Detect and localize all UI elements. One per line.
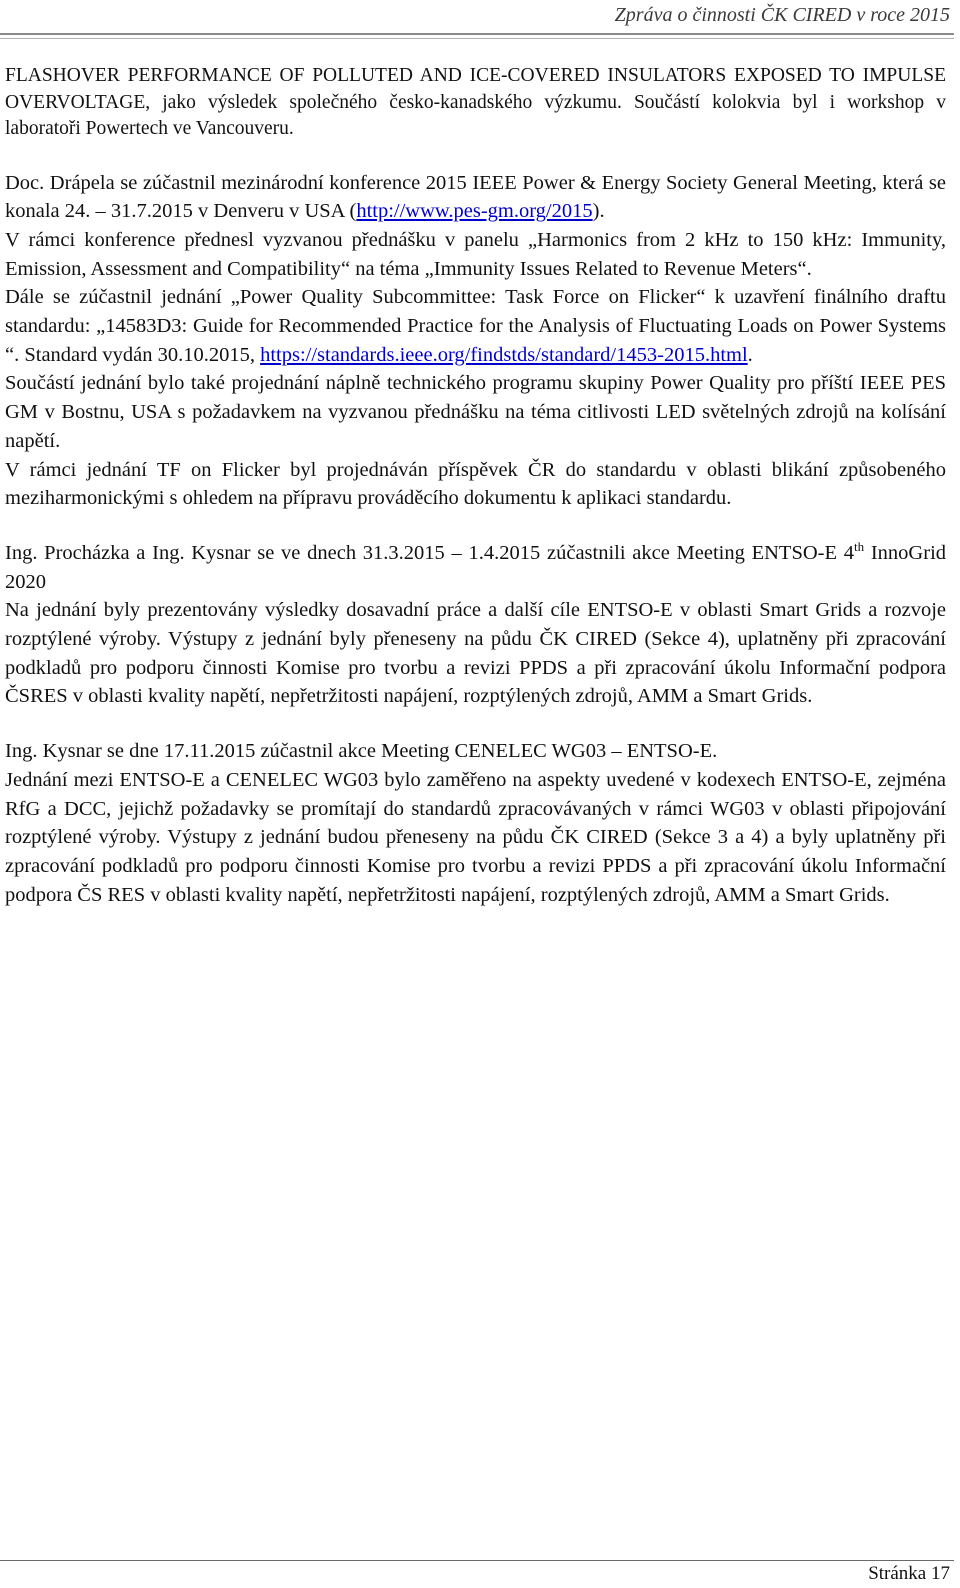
subcommittee-text: Dále se zúčastnil jednání „Power Quality Subcommittee: Task Force on Flicker“ k uzavření finálního draftu standardu: „14583D3: Guide for Recommended Practice for the Analysis of Fluctuating Loads on Power Systems “. Standard vydán 30.10.2015, [5, 286, 946, 366]
header-divider-thin [0, 38, 954, 39]
paragraph-entsoe-results: Na jednání byly prezentovány výsledky dosavadní práce a další cíle ENTSO-E v oblasti Smart Grids a rozvoje rozptýlené výroby. Výstupy z jednání byly přeneseny na půdu ČK CIRED (Sekce 4), uplatněny při zpracování podkladů pro podporu činnosti Komise pro tvorbu a revizi PPDS a při zpracování úkolu Informační podpora ČSRES v oblasti kvality napětí, nepřetržitosti napájení, rozptýlených zdrojů, AMM a Smart Grids. [5, 599, 946, 708]
page-number: Stránka 17 [868, 1563, 950, 1584]
subcommittee-text-end: . [747, 343, 753, 366]
paragraph-cenelec-results: Jednání mezi ENTSO-E a CENELEC WG03 bylo zaměřeno na aspekty uvedené v kodexech ENTSO-E, zejména RfG a DCC, jejichž požadavky se promítají do standardů zpracovávaných v rámci WG03 v oblasti připojování rozptýlené výroby. Výstupy z jednání budou přeneseny na půdu ČK CIRED (Sekce 3 a 4) a byly uplatněny při zpracování podkladů pro podporu činnosti Komise pro tvorbu a revizi PPDS a při zpracování úkolu Informační podpora ČS RES v oblasti kvality napětí, nepřetržitosti napájení, rozptýlených zdrojů, AMM a Smart Grids. [5, 768, 946, 906]
paragraph-gap [5, 513, 946, 539]
conference-text: Doc. Drápela se zúčastnil mezinárodní konference 2015 IEEE Power & Energy Society General Meeting, která se konala 24. – 31.7.2015 v Denveru v USA ( [5, 171, 946, 223]
conference-text-end: ). [592, 200, 605, 223]
document-body [5, 63, 946, 909]
page-header-title: Zpráva o činnosti ČK CIRED v roce 2015 [614, 4, 950, 26]
ieee-standard-link[interactable]: https://standards.ieee.org/findstds/standard/1453-2015.html [260, 343, 748, 366]
ordinal-superscript: th [854, 539, 865, 555]
pes-gm-link[interactable]: http://www.pes-gm.org/2015 [356, 200, 593, 223]
paragraph-flashover: FLASHOVER PERFORMANCE OF POLLUTED AND ICE-COVERED INSULATORS EXPOSED TO IMPULSE OVERVOLTAGE, jako výsledek společného česko-kanadského výzkumu. Součástí kolokvia byl i workshop v laboratoři Powertech ve Vancouveru. [5, 65, 946, 139]
footer-divider [0, 1560, 954, 1561]
paragraph-lecture: V rámci konference přednesl vyzvanou přednášku v panelu „Harmonics from 2 kHz to 150 kHz: Immunity, Emission, Assessment and Compatibility“ na téma „Immunity Issues Related to Revenue Meters“. [5, 228, 946, 280]
paragraph-gap [5, 143, 946, 169]
innogrid-text-end: InnoGrid 2020 [5, 541, 947, 593]
paragraph-program: Součástí jednání bylo také projednání náplně technického programu skupiny Power Quality pro příští IEEE PES GM v Bostnu, USA s požadavkem na vyzvanou přednášku na téma citlivosti LED světelných zdrojů na kolísání napětí. [5, 372, 946, 452]
paragraph-group-intro [5, 63, 946, 143]
header-divider [0, 33, 954, 35]
innogrid-text: Ing. Procházka a Ing. Kysnar se ve dnech 31.3.2015 – 1.4.2015 zúčastnili akce Meeting ENTSO-E 4 [5, 541, 854, 564]
paragraph-innogrid-meeting [5, 539, 946, 596]
paragraph-gap [5, 711, 946, 737]
paragraph-flicker: V rámci jednání TF on Flicker byl projednáván příspěvek ČR do standardu v oblasti blikání způsobeného meziharmonickými s ohledem na přípravu prováděcího dokumentu k aplikaci standardu. [5, 458, 946, 510]
paragraph-conference [5, 169, 946, 226]
paragraph-subcommittee [5, 283, 946, 369]
paragraph-cenelec-meeting: Ing. Kysnar se dne 17.11.2015 zúčastnil akce Meeting CENELEC WG03 – ENTSO-E. [5, 740, 718, 763]
